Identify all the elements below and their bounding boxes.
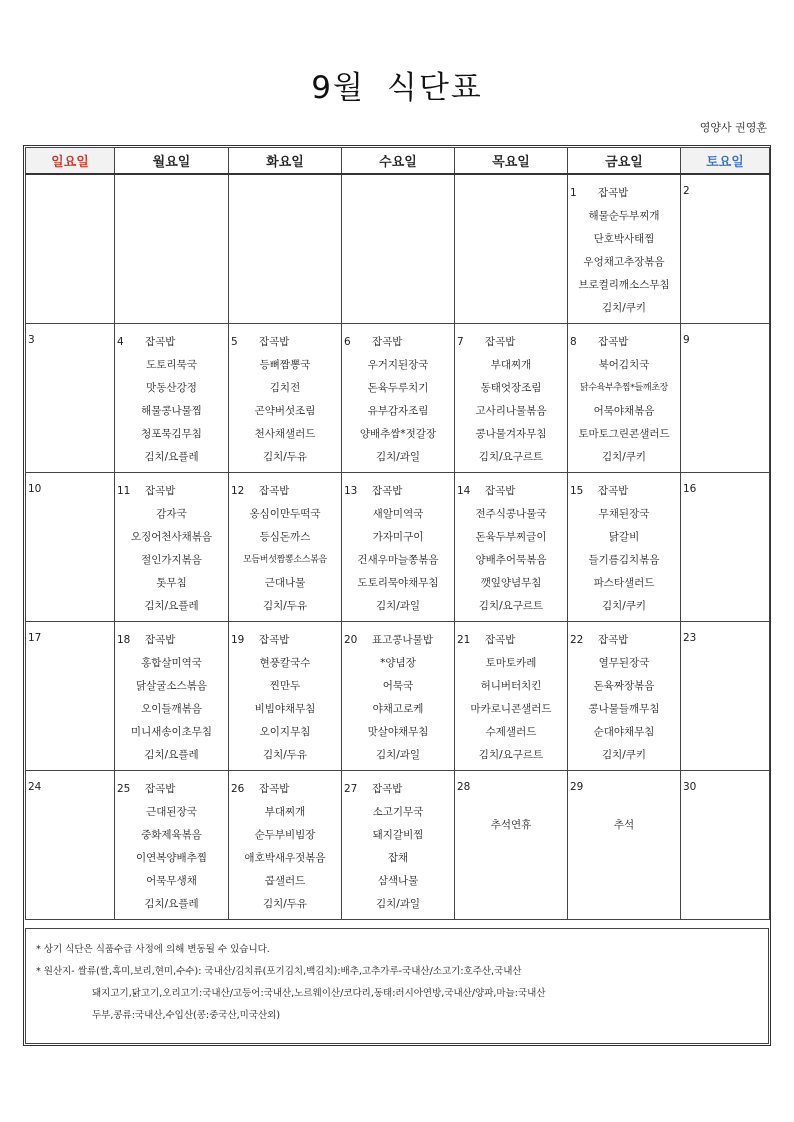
menu-list [568, 175, 680, 323]
menu-item: 닭갈비 [608, 531, 640, 543]
day-number: 3 [28, 334, 35, 346]
menu-item-text: 잡곡밥 [145, 485, 176, 497]
day-cell [342, 622, 455, 771]
menu-item: 어묵무생채 [146, 875, 197, 887]
menu-item-text: 잡곡밥 [598, 634, 629, 646]
menu-item-text: 잡곡밥 [145, 336, 176, 348]
menu-item-rice [455, 334, 567, 357]
day-cell-content [681, 324, 769, 472]
menu-item: *양념장 [380, 657, 416, 669]
header-sunday: 일요일 [26, 148, 115, 175]
day-cell-content [115, 622, 228, 770]
week-row [26, 174, 770, 324]
day-cell [455, 771, 568, 920]
menu-item-rice [455, 632, 567, 655]
menu-item-text: 잡곡밥 [259, 336, 290, 348]
menu-item-text: 잡곡밥 [372, 783, 403, 795]
menu-item: 근대된장국 [146, 806, 197, 818]
menu-item: 열무된장국 [598, 657, 650, 669]
day-number: 27 [344, 783, 358, 795]
menu-item: 야채고로케 [372, 703, 424, 715]
menu-item: 잡채 [387, 852, 409, 864]
day-number: 26 [231, 783, 245, 795]
menu-item: 옹심이만두떡국 [249, 508, 321, 520]
menu-list [115, 324, 228, 472]
day-number: 13 [344, 485, 358, 497]
menu-item: 김치/두유 [262, 451, 308, 463]
header-row [26, 148, 770, 175]
header-friday: 금요일 [568, 148, 681, 175]
menu-item: 단호박사태찜 [593, 233, 655, 245]
note-origin-3: 두부,콩류:국내산,수입산(콩:중국산,미국산외) [92, 1010, 281, 1021]
menu-item: 김치/두유 [262, 600, 308, 612]
day-number: 16 [683, 483, 697, 495]
menu-list [342, 324, 454, 472]
day-cell [229, 174, 342, 324]
day-number: 17 [28, 632, 42, 644]
menu-item-text: 잡곡밥 [485, 634, 516, 646]
menu-item-rice [342, 632, 454, 655]
day-cell [115, 622, 229, 771]
menu-list [115, 473, 228, 621]
menu-item-rice [568, 185, 680, 208]
day-cell-content [681, 473, 769, 621]
menu-item: 들기름김치볶음 [588, 554, 660, 566]
day-cell [681, 174, 770, 324]
day-cell [568, 771, 681, 920]
menu-item: 콩나물들깨무침 [588, 703, 660, 715]
day-cell [342, 771, 455, 920]
menu-item-text: 잡곡밥 [598, 187, 629, 199]
menu-item: 김치/요플레 [144, 451, 199, 463]
menu-item: 맛동산강정 [146, 382, 197, 394]
day-cell-content [115, 324, 228, 472]
day-number: 19 [231, 634, 245, 646]
menu-item: 돈육두루치기 [367, 382, 429, 394]
menu-list [342, 473, 454, 621]
menu-item: 근대나물 [264, 577, 306, 589]
week-row [26, 473, 770, 622]
day-cell [681, 473, 770, 622]
day-cell [681, 622, 770, 771]
day-number: 15 [570, 485, 584, 497]
menu-item: 해물콩나물찜 [141, 405, 202, 417]
menu-item: 우거지된장국 [367, 359, 429, 371]
menu-item: 김치/요구르트 [478, 600, 544, 612]
day-cell [26, 473, 115, 622]
menu-list [455, 622, 567, 770]
day-cell-content [342, 622, 454, 770]
menu-item-rice [229, 632, 341, 655]
menu-item: 우엉채고추장볶음 [583, 256, 665, 268]
menu-item: 김치/요플레 [144, 600, 199, 612]
note-origin-2: 돼지고기,닭고기,오리고기:국내산/고등어:국내산,노르웨이산/코다리,동태:러시아연방,국내산/양파,마늘:국내산 [92, 988, 546, 999]
day-cell-content [568, 473, 680, 621]
day-number: 20 [344, 634, 358, 646]
note-disclaimer: * 상기 식단은 식품수급 사정에 의해 변동될 수 있습니다. [36, 944, 270, 955]
day-cell-content [342, 324, 454, 472]
header-saturday: 토요일 [681, 148, 770, 175]
menu-item: 김치/과일 [375, 749, 421, 761]
menu-item-rice [568, 632, 680, 655]
menu-item-text: 잡곡밥 [485, 485, 516, 497]
menu-item: 돼지갈비찜 [372, 829, 424, 841]
menu-item: 김치/과일 [375, 451, 421, 463]
menu-item: 깻잎양념무침 [480, 577, 542, 589]
day-cell-content [229, 175, 341, 323]
title-month: 9월 [311, 70, 365, 106]
day-cell-content [681, 175, 769, 323]
day-number: 7 [457, 336, 464, 348]
menu-item: 부대찌개 [264, 806, 306, 818]
menu-item: 등뼈짬뽕국 [259, 359, 311, 371]
day-number: 2 [683, 185, 690, 197]
menu-item-text: 잡곡밥 [598, 485, 629, 497]
menu-item-rice [342, 483, 454, 506]
day-cell [26, 622, 115, 771]
menu-item: 동태엇장조림 [480, 382, 542, 394]
menu-item: 해물순두부찌개 [588, 210, 660, 222]
menu-item: 중화제육볶음 [141, 829, 202, 841]
menu-item: 천사채샐러드 [254, 428, 316, 440]
menu-item-rice [229, 483, 341, 506]
day-cell-content [26, 771, 114, 919]
menu-item: 김치/쿠키 [601, 302, 647, 314]
menu-item: 김치/과일 [375, 600, 421, 612]
menu-item: 양배추쌈*젓갈장 [359, 428, 437, 440]
menu-item-text: 잡곡밥 [372, 336, 403, 348]
day-cell-content [26, 622, 114, 770]
menu-item-rice [115, 632, 228, 655]
day-number: 6 [344, 336, 351, 348]
day-cell [229, 771, 342, 920]
day-number: 18 [117, 634, 131, 646]
day-number: 23 [683, 632, 697, 644]
day-number: 30 [683, 781, 697, 793]
day-cell [455, 174, 568, 324]
menu-item: 비빔야채무침 [254, 703, 316, 715]
menu-item: 무채된장국 [598, 508, 650, 520]
menu-item: 건새우마늘쫑볶음 [357, 554, 439, 566]
menu-item-text: 잡곡밥 [145, 634, 176, 646]
author: 영양사 권영훈 [699, 121, 767, 134]
menu-item: 닭수육부추찜*들깨초장 [579, 383, 669, 393]
menu-item: 김치/요구르트 [478, 451, 544, 463]
menu-item: 애호박새우젓볶음 [244, 852, 326, 864]
day-cell [342, 174, 455, 324]
menu-list [568, 473, 680, 621]
day-cell-content [568, 324, 680, 472]
day-cell-content [342, 473, 454, 621]
menu-item-text: 잡곡밥 [259, 783, 290, 795]
menu-item: 절인가지볶음 [141, 554, 202, 566]
menu-item-text: 잡곡밥 [145, 783, 176, 795]
menu-list [568, 622, 680, 770]
header-monday: 월요일 [115, 148, 229, 175]
menu-item: 김치/두유 [262, 749, 308, 761]
menu-list [115, 622, 228, 770]
day-cell-content [115, 771, 228, 919]
menu-item: 미니새송이초무침 [130, 726, 213, 738]
menu-item: 김치전 [269, 382, 301, 394]
day-cell-content [455, 771, 567, 919]
day-number: 21 [457, 634, 471, 646]
day-cell-content [568, 175, 680, 323]
menu-item: 김치/쿠키 [601, 451, 647, 463]
menu-item: 순두부비빔장 [254, 829, 316, 841]
menu-item: 홍합살미역국 [141, 657, 202, 669]
day-number: 8 [570, 336, 577, 348]
day-number: 28 [457, 781, 471, 793]
menu-item: 유부감자조림 [367, 405, 429, 417]
menu-item-rice [455, 483, 567, 506]
menu-item: 오이지무침 [259, 726, 311, 738]
menu-item-text: 표고콩나물밥 [372, 634, 433, 646]
day-cell [229, 473, 342, 622]
menu-item: 어묵국 [382, 680, 414, 692]
day-number: 29 [570, 781, 584, 793]
menu-item: 현풍칼국수 [259, 657, 311, 669]
day-cell [568, 473, 681, 622]
menu-item: 이연복양배추찜 [135, 852, 207, 864]
menu-item: 콩나물겨자무침 [475, 428, 547, 440]
day-number: 5 [231, 336, 238, 348]
day-cell [342, 473, 455, 622]
menu-list [455, 473, 567, 621]
day-number: 22 [570, 634, 584, 646]
day-cell [568, 622, 681, 771]
menu-item-rice [115, 483, 228, 506]
header-tuesday: 화요일 [229, 148, 342, 175]
menu-item: 닭살굴소스볶음 [135, 680, 207, 692]
menu-item: 톳무침 [156, 577, 187, 589]
page-title [0, 62, 794, 107]
menu-item: 돈육두부찌글이 [475, 531, 547, 543]
day-number: 10 [28, 483, 42, 495]
menu-item: 북어김치국 [598, 359, 650, 371]
calendar-body [26, 174, 770, 920]
day-number: 9 [683, 334, 690, 346]
menu-item-rice [568, 334, 680, 357]
menu-item: 양배추어묵볶음 [475, 554, 547, 566]
menu-item: 허니버터치킨 [480, 680, 542, 692]
day-cell-content [26, 473, 114, 621]
menu-item-rice [115, 781, 228, 804]
menu-item: 등심돈까스 [259, 531, 311, 543]
day-cell-content [568, 622, 680, 770]
day-cell [455, 622, 568, 771]
menu-item: 파스타샐러드 [593, 577, 655, 589]
menu-item-text: 잡곡밥 [485, 336, 516, 348]
menu-list [115, 771, 228, 919]
menu-item: 소고기무국 [372, 806, 424, 818]
day-cell-content [229, 771, 341, 919]
menu-list [229, 324, 341, 472]
day-number: 1 [570, 187, 577, 199]
day-number: 14 [457, 485, 471, 497]
menu-item-text: 잡곡밥 [372, 485, 403, 497]
menu-item: 김치/쿠키 [601, 749, 647, 761]
day-cell [26, 174, 115, 324]
day-cell [115, 174, 229, 324]
day-number: 11 [117, 485, 131, 497]
day-number: 12 [231, 485, 245, 497]
menu-item: 순대야채무침 [593, 726, 655, 738]
menu-list [229, 771, 341, 919]
menu-item: 김치/쿠키 [601, 600, 647, 612]
menu-item-rice [342, 334, 454, 357]
menu-item: 찐만두 [269, 680, 301, 692]
menu-item: 마카로니콘샐러드 [470, 703, 552, 715]
day-number: 4 [117, 336, 124, 348]
menu-item: 부대찌개 [490, 359, 532, 371]
note-origin-1: * 원산지- 쌀류(쌀,흑미,보리,현미,수수): 국내산/김치류(포기김치,백김치):배추,고추가루-국내산/소고기:호주산,국내산 [36, 966, 522, 977]
menu-item: 콥샐러드 [264, 875, 306, 887]
week-row [26, 622, 770, 771]
menu-item: 오이들깨볶음 [141, 703, 202, 715]
day-cell [568, 324, 681, 473]
menu-item-rice [568, 483, 680, 506]
day-cell-content [229, 473, 341, 621]
menu-item: 브로컬리깨소스무침 [578, 279, 670, 291]
week-row [26, 771, 770, 920]
day-number: 25 [117, 783, 131, 795]
menu-item: 맛살야채무침 [367, 726, 429, 738]
menu-item-rice [229, 334, 341, 357]
day-cell [455, 324, 568, 473]
day-cell-content [455, 622, 567, 770]
menu-item: 전주식콩나물국 [475, 508, 547, 520]
menu-item: 도토리묵국 [146, 359, 197, 371]
day-cell [115, 771, 229, 920]
day-cell-content [115, 473, 228, 621]
holiday-label: 추석 [613, 819, 635, 831]
day-cell [229, 324, 342, 473]
header-thursday: 목요일 [455, 148, 568, 175]
holiday-label: 추석연휴 [490, 819, 532, 831]
menu-list [342, 771, 454, 919]
menu-item: 김치/과일 [375, 898, 421, 910]
menu-list [342, 622, 454, 770]
menu-item: 토마토카레 [485, 657, 537, 669]
menu-item-text: 잡곡밥 [259, 634, 290, 646]
menu-item: 고사리나물볶음 [475, 405, 547, 417]
day-cell [26, 771, 115, 920]
week-row [26, 324, 770, 473]
menu-item: 어묵야채볶음 [593, 405, 655, 417]
menu-item: 청포묵김무침 [141, 428, 202, 440]
day-cell [229, 622, 342, 771]
day-cell-content [26, 324, 114, 472]
day-cell [455, 473, 568, 622]
day-cell-content [342, 175, 454, 323]
menu-list [455, 324, 567, 472]
menu-item: 가자미구이 [372, 531, 424, 543]
menu-item-text: 잡곡밥 [259, 485, 290, 497]
menu-item-rice [115, 334, 228, 357]
menu-item: 도토리묵야채무침 [357, 577, 439, 589]
day-cell [115, 473, 229, 622]
day-cell-content [681, 622, 769, 770]
day-cell-content [342, 771, 454, 919]
day-cell-content [455, 324, 567, 472]
title-text: 식단표 [386, 70, 483, 106]
menu-item-text: 잡곡밥 [598, 336, 629, 348]
menu-item: 감자국 [156, 508, 187, 520]
day-cell-content [455, 473, 567, 621]
menu-item: 김치/두유 [262, 898, 308, 910]
menu-item: 삼색나물 [377, 875, 419, 887]
day-cell-content [229, 324, 341, 472]
menu-list [229, 622, 341, 770]
menu-item: 김치/요플레 [144, 898, 199, 910]
day-number: 24 [28, 781, 42, 793]
header-wednesday: 수요일 [342, 148, 455, 175]
day-cell-content [681, 771, 769, 919]
day-cell [681, 324, 770, 473]
day-cell-content [568, 771, 680, 919]
menu-item: 김치/요구르트 [478, 749, 544, 761]
day-cell [342, 324, 455, 473]
menu-list [568, 324, 680, 472]
menu-item: 토마토그린콘샐러드 [578, 428, 670, 440]
menu-item-rice [342, 781, 454, 804]
menu-item: 모듬버섯짬뽕소스볶음 [243, 555, 327, 565]
menu-item: 돈육짜장볶음 [593, 680, 655, 692]
calendar-table [25, 147, 770, 920]
day-cell [681, 771, 770, 920]
day-cell-content [26, 175, 114, 323]
day-cell-content [229, 622, 341, 770]
day-cell-content [455, 175, 567, 323]
day-cell [115, 324, 229, 473]
menu-item-rice [229, 781, 341, 804]
day-cell [26, 324, 115, 473]
notes-box [25, 928, 769, 1044]
menu-item: 곤약버섯조림 [254, 405, 316, 417]
menu-item: 수제샐러드 [485, 726, 537, 738]
day-cell-content [115, 175, 228, 323]
day-cell [568, 174, 681, 324]
menu-list [229, 473, 341, 621]
menu-item: 오징어천사채볶음 [130, 531, 213, 543]
menu-item: 김치/요플레 [144, 749, 199, 761]
menu-item: 새알미역국 [372, 508, 424, 520]
